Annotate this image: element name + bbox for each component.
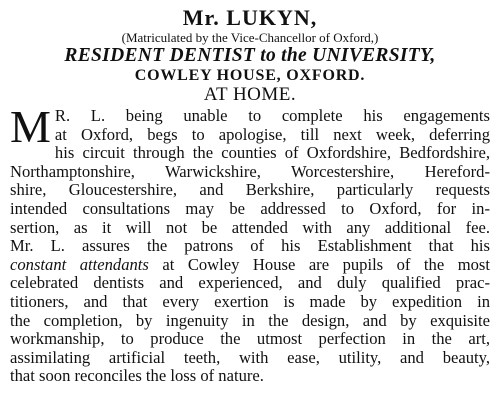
opening-block [10, 101, 490, 152]
body-line-3: his circuit through the counties of Oxfordshire, Bedfordshire, [54, 144, 490, 163]
address-line: COWLEY HOUSE, OXFORD. [134, 67, 366, 84]
body-line-9 [10, 256, 490, 275]
body-line-8: Mr. L. assures the patrons of his Establishment that his [10, 237, 490, 256]
body-line-10: celebrated dentists and experienced, and duly qualified prac- [10, 274, 490, 293]
body-line-1: R. L. being unable to complete his engagements [54, 107, 490, 125]
body-line-9-rest: at Cowley House are pupils of the most [148, 255, 490, 274]
body-line-5: shire, Gloucestershire, and Berkshire, particularly requests [10, 181, 490, 200]
body-line-15: that soon reconciles the loss of nature. [10, 367, 264, 386]
body-line-11: titioners, and that every exertion is made by expedition in [10, 292, 490, 311]
body-line-12: the completion, by ingenuity in the design, and by exquisite [10, 311, 490, 330]
status-heading: AT HOME. [203, 84, 297, 105]
body-line-4: Northamptonshire, Warwickshire, Worcestershire, Hereford- [10, 162, 490, 181]
body-line-2: at Oxford, begs to apologise, till next week, deferring [54, 125, 490, 144]
advertisement-body [6, 101, 494, 386]
body-line-14: assimilating artificial teeth, with ease, utility, and beauty, [10, 348, 490, 367]
matriculation-note: (Matriculated by the Vice-Chancellor of Oxford,) [121, 30, 379, 45]
body-line-13: workmanship, to produce the utmost perfection in the art, [10, 330, 490, 349]
body-line-7: sertion, as it will not be attended with any additional fee. [10, 218, 490, 237]
constant-attendants-phrase: constant attendants [10, 255, 149, 274]
drop-cap: M [10, 101, 51, 152]
advertiser-name: Mr. LUKYN, [182, 5, 318, 30]
body-line-6: intended consultations may be addressed to Oxford, for in- [10, 199, 490, 218]
professional-title: RESIDENT DENTIST to the UNIVERSITY, [64, 45, 436, 66]
